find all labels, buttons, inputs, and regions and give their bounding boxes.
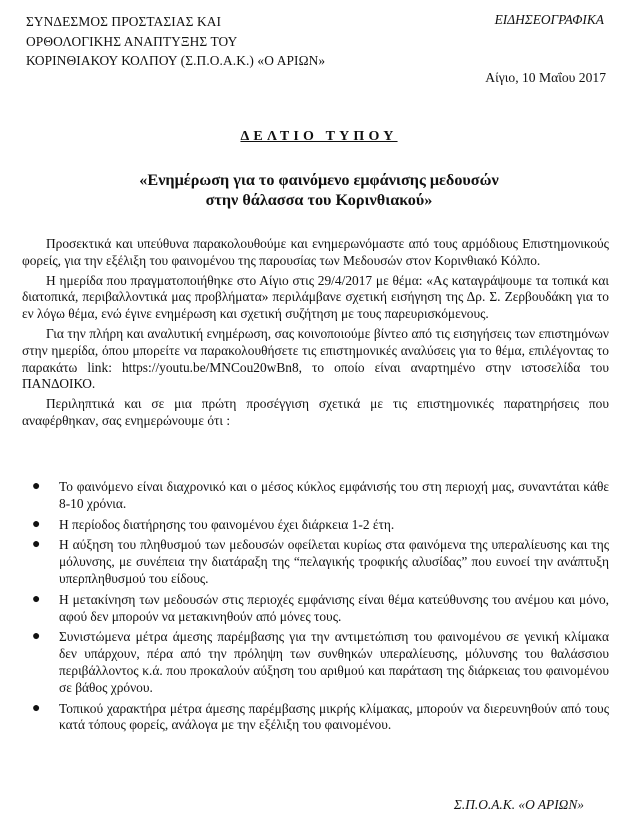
bullet-icon: ● <box>32 516 41 532</box>
list-item-text: Το φαινόμενο είναι διαχρονικό και ο μέσος κύκλος εμφάνισής του στη περιοχή μας, συναντάται κάθε 8-10 χρόνια. <box>59 479 609 511</box>
list-item-text: Συνιστώμενα μέτρα άμεσης παρέμβασης για την αντιμετώπιση του φαινομένου σε γενική κλίμακα δεν υπάρχουν, πέρα από την πρόληψη των συνθηκών υπεραλίευσης, μόλυνσης του θαλάσσιου περιβάλλοντος κ.ά. που προκαλούν αύξηση του αριθμού και παράταση της διάρκειας του φαινομένου σε βάθος χρόνου. <box>59 629 609 695</box>
bullet-icon: ● <box>32 537 41 553</box>
subject-line-1: «Ενημέρωση για το φαινόμενο εμφάνισης μεδουσών <box>139 171 499 189</box>
heading-text: ΔΕΛΤΙΟ ΤΥΠΟΥ <box>240 129 398 144</box>
organization-line-2: ΟΡΘΟΛΟΓΙΚΗΣ ΑΝΑΠΤΥΞΗΣ ΤΟΥ <box>26 33 238 49</box>
paragraph: Προσεκτικά και υπεύθυνα παρακολουθούμε και ενημερωνόμαστε από τους αρμόδιους Επιστημονικούς φορείς, για την εξέλιξη του φαινομένου της παρουσίας των Μεδουσών στον Κορινθιακό Κόλπο. <box>22 236 609 268</box>
list-item <box>22 479 609 513</box>
list-item <box>22 629 609 696</box>
list-item-text: Η περίοδος διατήρησης του φαινομένου έχει διάρκεια 1-2 έτη. <box>59 516 395 532</box>
list-item-text: Η αύξηση του πληθυσμού των μεδουσών οφείλεται κυρίως στα φαινόμενα της υπεραλίευσης και της μόλυνσης, με συνέπεια την διατάραξη της “πελαγικής τροφικής αλυσίδας” που ευνοεί την ανάπτυξη υπερπληθυσμού του είδους. <box>59 537 609 586</box>
organization-line-3: ΚΟΡΙΝΘΙΑΚΟΥ ΚΟΛΠΟΥ (Σ.Π.Ο.Α.Κ.) «Ο ΑΡΙΩΝ» <box>26 53 326 68</box>
bullet-icon: ● <box>32 591 41 607</box>
bullet-icon: ● <box>32 629 41 645</box>
paragraph: Για την πλήρη και αναλυτική ενημέρωση, σας κοινοποιούμε βίντεο από τις εισηγήσεις των επιστημόνων στην ημερίδα, όπου μπορείτε να παρακολουθήσετε τις επιστημονικές αναλύσεις για το θέμα, επιλέγοντας το παρακάτω link: https://youtu.be/MNCou20wBn8, το οποίο είναι αναρτημένο στην ιστοσελίδα του ΠΑΝΔΟΙΚΟ. <box>22 325 609 392</box>
bullet-icon: ● <box>32 479 41 494</box>
document-heading <box>0 129 638 145</box>
paragraph: Η ημερίδα που πραγματοποιήθηκε στο Αίγιο στις 29/4/2017 με θέμα: «Ας καταγράψουμε τα τοπικά και διατοπικά, περιβαλλοντικά μας προβλήματα» περιλάμβανε σχετική εισήγηση της Δρ. Σ. Ζερβουδάκη για το εν λόγω θέμα, ενώ έγινε ενημέρωση και σχετική συζήτηση με τους παρευρισκόμενους. <box>22 272 609 322</box>
document-label: ΕΙΔΗΣΕΟΓΡΑΦΙΚΑ <box>494 12 604 27</box>
signature: Σ.Π.Ο.Α.Κ. «Ο ΑΡΙΩΝ» <box>453 797 584 812</box>
list-item-text: Η μετακίνηση των μεδουσών στις περιοχές εμφάνισης είναι θέμα κατεύθυνσης του ανέμου και μόνο, αφού δεν μπορούν να μετακινηθούν από μόνες τους. <box>59 591 609 624</box>
organization-line-1: ΣΥΝΔΕΣΜΟΣ ΠΡΟΣΤΑΣΙΑΣ ΚΑΙ <box>26 14 222 29</box>
document-date: Αίγιο, 10 Μαΐου 2017 <box>485 70 606 85</box>
organization-header <box>26 12 325 71</box>
bullet-icon: ● <box>32 700 41 716</box>
body-text <box>22 236 609 430</box>
list-item <box>22 517 609 534</box>
list-item <box>22 592 609 626</box>
subject-title <box>0 170 638 210</box>
list-item <box>22 701 609 735</box>
list-item <box>22 537 609 587</box>
paragraph: Περιληπτικά και σε μια πρώτη προσέγγιση σχετικά με τις επιστημονικές παρατηρήσεις που αναφέρθηκαν, σας ενημερώνουμε ότι : <box>22 396 609 428</box>
observations-list <box>22 479 609 738</box>
list-item-text: Τοπικού χαρακτήρα μέτρα άμεσης παρέμβασης μικρής κλίμακας, μπορούν να διερευνηθούν από τους κατά τόπους φορείς, ανάλογα με την εξέλιξη του φαινομένου. <box>59 700 609 733</box>
subject-line-2: στην θάλασσα του Κορινθιακού» <box>205 191 433 209</box>
